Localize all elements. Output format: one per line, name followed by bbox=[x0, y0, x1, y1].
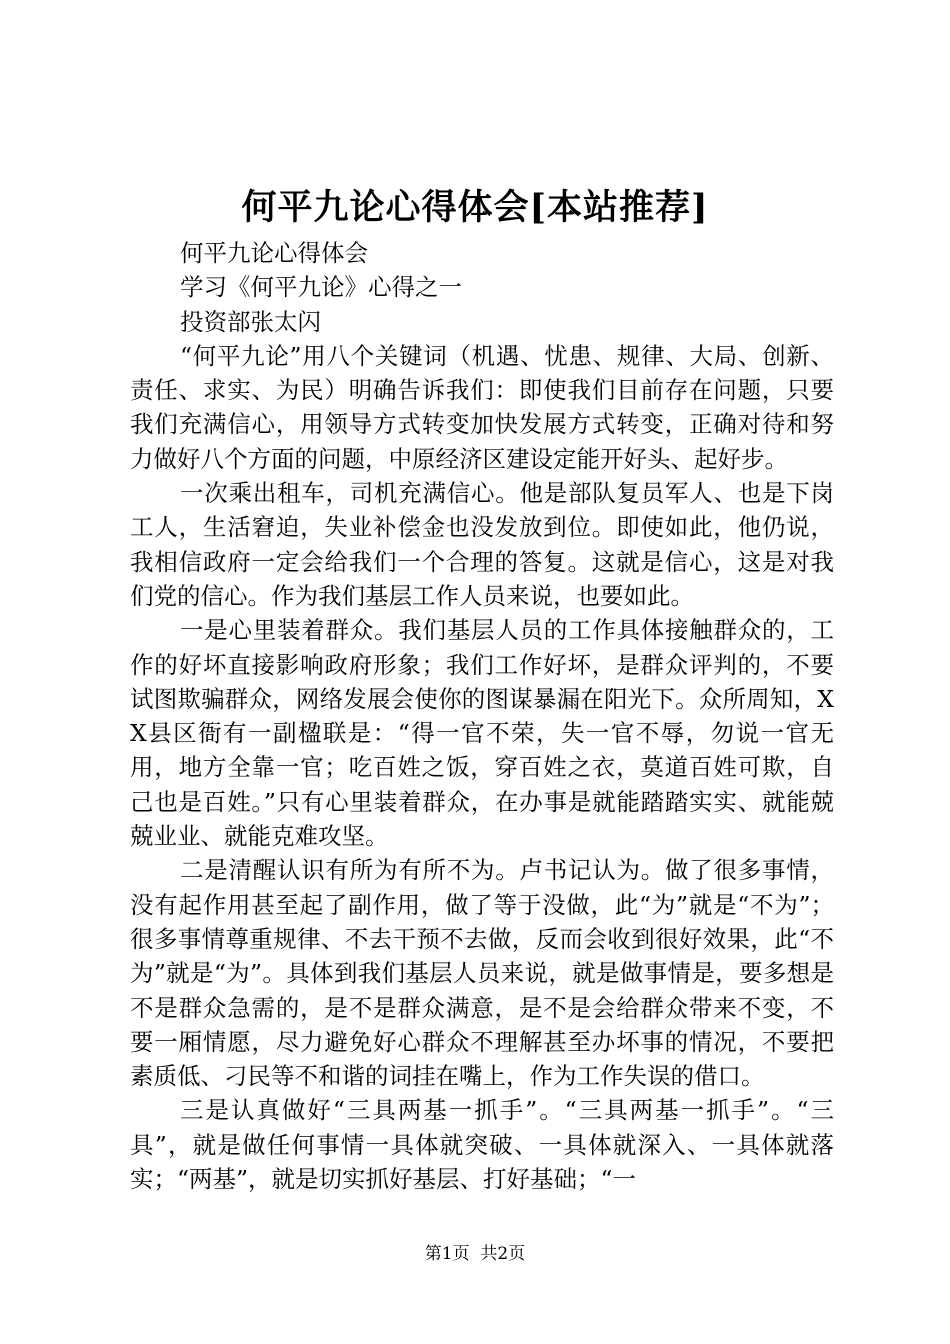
paragraph-point-two: 二是清醒认识有所为有所不为。卢书记认为。做了很多事情，没有起作用甚至起了副作用，做了等于没做，此“为”就是“不为”；很多事情尊重规律、不去干预不去做，反而会收到很好效果，此“不为”就是“为”。具体到我们基层人员来说，就是做事情是，要多想是不是群众急需的，是不是群众满意，是不是会给群众带来不变，不要一厢情愿，尽力避免好心群众不理解甚至办坏事的情况，不要把素质低、刁民等不和谐的词挂在嘴上，作为工作失误的借口。 bbox=[130, 856, 834, 1091]
page-number-footer: 第1页 共2页 bbox=[424, 1244, 526, 1264]
document-body bbox=[130, 236, 834, 1196]
paragraph-point-three: 三是认真做好“三具两基一抓手”。“三具两基一抓手”。“三具”，就是做任何事情一具体就突破、一具体就深入、一具体就落实；“两基”，就是切实抓好基层、打好基础；“一 bbox=[130, 1096, 834, 1194]
paragraph-subtitle: 学习《何平九论》心得之一 bbox=[180, 273, 462, 302]
paragraph-author: 投资部张太闪 bbox=[180, 307, 321, 336]
paragraph-heading: 何平九论心得体会 bbox=[180, 239, 368, 267]
document-title: 何平九论心得体会[本站推荐] bbox=[241, 187, 709, 228]
paragraph-taxi-story: 一次乘出租车，司机充满信心。他是部队复员军人、也是下岗工人，生活窘迫，失业补偿金也没发放到位。即使如此，他仍说，我相信政府一定会给我们一个合理的答复。这就是信心，这是对我们党的信心。作为我们基层工作人员来说，也要如此。 bbox=[130, 479, 834, 610]
paragraph-point-one: 一是心里装着群众。我们基层人员的工作具体接触群众的，工作的好坏直接影响政府形象；我们工作好坏，是群众评判的，不要试图欺骗群众，网络发展会使你的图谋暴漏在阳光下。众所周知，XX县区衙有一副楹联是：“得一官不荣，失一官不辱，勿说一官无用，地方全靠一官；吃百姓之饭，穿百姓之衣，莫道百姓可欺，自己也是百姓。”只有心里装着群众，在办事是就能踏踏实实、就能兢兢业业、就能克难攻坚。 bbox=[130, 616, 834, 851]
paragraph-intro: “何平九论”用八个关键词（机遇、忧患、规律、大局、创新、责任、求实、为民）明确告诉我们：即使我们目前存在问题，只要我们充满信心，用领导方式转变加快发展方式转变，正确对待和努力做好八个方面的问题，中原经济区建设定能开好头、起好步。 bbox=[130, 341, 834, 473]
